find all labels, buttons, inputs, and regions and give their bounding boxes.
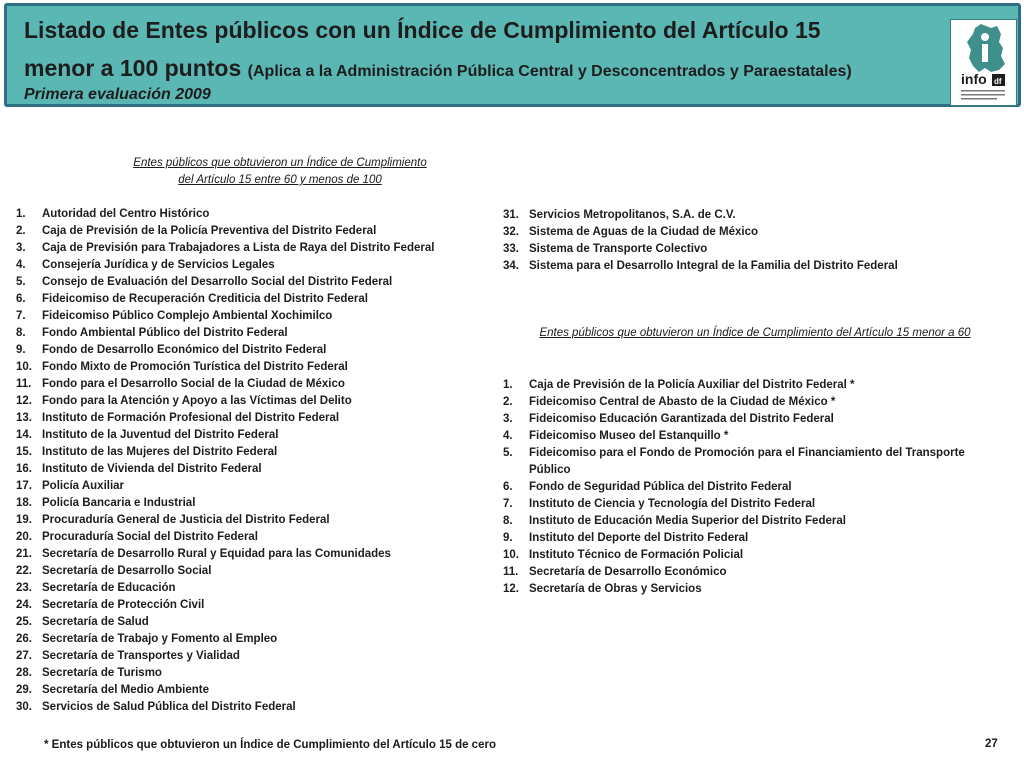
list-item-text: Servicios de Salud Pública del Distrito Federal [42, 701, 296, 713]
list-item [16, 529, 496, 546]
list-60-100-continued [503, 207, 1003, 275]
list-item [16, 274, 496, 291]
section-heading-under-60: Entes públicos que obtuvieron un Índice de Cumplimiento del Artículo 15 menor a 60 [539, 327, 971, 339]
list-item-number: 1. [16, 208, 26, 220]
list-item [503, 479, 1003, 496]
list-item [16, 240, 496, 257]
list-item-number: 11. [16, 378, 32, 390]
page-title-line2 [24, 54, 944, 86]
page-number: 27 [985, 738, 998, 750]
list-item-number: 31. [503, 209, 519, 221]
list-item-text: Fideicomiso Educación Garantizada del Distrito Federal [529, 413, 834, 425]
list-item [503, 411, 1003, 428]
list-item [503, 547, 1003, 564]
list-item-text: Instituto de Educación Media Superior del Distrito Federal [529, 515, 846, 527]
list-item-text: Secretaría de Desarrollo Rural y Equidad para las Comunidades [42, 548, 391, 560]
list-item-text: Sistema para el Desarrollo Integral de la Familia del Distrito Federal [529, 260, 898, 272]
list-item-number: 10. [16, 361, 32, 373]
list-item-text: Fideicomiso de Recuperación Crediticia del Distrito Federal [42, 293, 368, 305]
list-item [503, 445, 1003, 479]
list-item-number: 29. [16, 684, 32, 696]
list-item-number: 5. [16, 276, 26, 288]
list-item-number: 11. [503, 566, 519, 578]
section-heading-60-100 [40, 155, 520, 189]
list-item-number: 9. [16, 344, 26, 356]
section-heading-60-100-line2: del Artículo 15 entre 60 y menos de 100 [178, 174, 382, 186]
list-item-number: 23. [16, 582, 32, 594]
list-item-text: Secretaría de Protección Civil [42, 599, 205, 611]
list-item [16, 495, 496, 512]
list-item-number: 9. [503, 532, 513, 544]
list-item-text: Fideicomiso Central de Abasto de la Ciudad de México * [529, 396, 836, 408]
list-item-text: Procuraduría General de Justicia del Distrito Federal [42, 514, 330, 526]
list-item-text: Secretaría del Medio Ambiente [42, 684, 210, 696]
list-item-text: Secretaría de Educación [42, 582, 176, 594]
list-item-number: 18. [16, 497, 32, 509]
list-item-text: Fondo Ambiental Público del Distrito Federal [42, 327, 288, 339]
list-item-text: Secretaría de Desarrollo Económico [529, 566, 727, 578]
list-item [16, 291, 496, 308]
list-item [16, 563, 496, 580]
list-item [503, 394, 1003, 411]
list-60-100 [16, 206, 496, 716]
list-item-text: Secretaría de Transportes y Vialidad [42, 650, 240, 662]
list-item-text: Instituto Técnico de Formación Policial [529, 549, 744, 561]
list-item-number: 19. [16, 514, 32, 526]
list-item-text: Servicios Metropolitanos, S.A. de C.V. [529, 209, 736, 221]
list-item-number: 3. [503, 413, 513, 425]
list-item [503, 530, 1003, 547]
list-item-number: 24. [16, 599, 32, 611]
list-item-text: Secretaría de Trabajo y Fomento al Empleo [42, 633, 278, 645]
list-item-text: Instituto del Deporte del Distrito Federal [529, 532, 749, 544]
list-item [16, 512, 496, 529]
list-item-number: 10. [503, 549, 519, 561]
list-item-text: Instituto de la Juventud del Distrito Federal [42, 429, 279, 441]
list-item-text: Consejería Jurídica y de Servicios Legales [42, 259, 275, 271]
list-item-text: Sistema de Aguas de la Ciudad de México [529, 226, 759, 238]
list-item-number: 22. [16, 565, 32, 577]
list-item [16, 631, 496, 648]
list-item [16, 393, 496, 410]
list-item-number: 17. [16, 480, 32, 492]
list-item-number: 16. [16, 463, 32, 475]
list-item-number: 32. [503, 226, 519, 238]
list-item-number: 15. [16, 446, 32, 458]
list-item [503, 258, 1003, 275]
list-item-text: Fondo para la Atención y Apoyo a las Víctimas del Delito [42, 395, 352, 407]
list-item [16, 427, 496, 444]
list-item-text: Fondo para el Desarrollo Social de la Ciudad de México [42, 378, 345, 390]
logo-wordmark: info [961, 71, 987, 87]
list-item-number: 30. [16, 701, 32, 713]
list-item [503, 564, 1003, 581]
list-item-number: 7. [503, 498, 513, 510]
list-item-text: Instituto de Vivienda del Distrito Federal [42, 463, 262, 475]
list-item-number: 4. [16, 259, 26, 271]
list-item-text: Fondo de Desarrollo Económico del Distrito Federal [42, 344, 327, 356]
list-item-number: 34. [503, 260, 519, 272]
list-item [16, 597, 496, 614]
list-item-number: 12. [503, 583, 519, 595]
list-item [16, 682, 496, 699]
list-item-text: Secretaría de Desarrollo Social [42, 565, 212, 577]
list-item-text: Caja de Previsión de la Policía Auxiliar del Distrito Federal * [529, 379, 855, 391]
infodf-logo [950, 19, 1017, 106]
list-item-number: 14. [16, 429, 32, 441]
page-title-main: menor a 100 puntos [24, 55, 242, 81]
list-item-number: 1. [503, 379, 513, 391]
list-item-number: 7. [16, 310, 26, 322]
list-item [16, 359, 496, 376]
list-item-text: Fideicomiso para el Fondo de Promoción para el Financiamiento del Transporte Público [529, 447, 965, 476]
list-item-text: Consejo de Evaluación del Desarrollo Social del Distrito Federal [42, 276, 393, 288]
list-item [16, 223, 496, 240]
list-item-number: 20. [16, 531, 32, 543]
page-title-scope: (Aplica a la Administración Pública Central y Desconcentrados y Paraestatales) [247, 63, 852, 80]
list-item-number: 6. [16, 293, 26, 305]
list-item [503, 581, 1003, 598]
list-item [503, 377, 1003, 394]
list-item-number: 5. [503, 447, 513, 459]
list-item-number: 3. [16, 242, 26, 254]
list-item-number: 25. [16, 616, 32, 628]
logo-suffix: df [994, 77, 1002, 86]
list-item-text: Instituto de Formación Profesional del Distrito Federal [42, 412, 340, 424]
list-item-number: 26. [16, 633, 32, 645]
list-item [16, 699, 496, 716]
header-banner [4, 3, 1021, 107]
list-item [503, 224, 1003, 241]
list-item-text: Policía Auxiliar [42, 480, 125, 492]
list-item-text: Policía Bancaria e Industrial [42, 497, 196, 509]
list-item [16, 665, 496, 682]
list-item-number: 21. [16, 548, 32, 560]
list-item [503, 496, 1003, 513]
list-item-text: Secretaría de Obras y Servicios [529, 583, 702, 595]
list-item-number: 2. [16, 225, 26, 237]
list-item [16, 257, 496, 274]
list-item [16, 461, 496, 478]
list-item-number: 33. [503, 243, 519, 255]
list-item-text: Fideicomiso Público Complejo Ambiental Xochimilco [42, 310, 333, 322]
list-under-60 [503, 377, 1003, 598]
list-item [16, 444, 496, 461]
footnote: * Entes públicos que obtuvieron un Índice de Cumplimiento del Artículo 15 de cero [44, 739, 496, 751]
page-subtitle: Primera evaluación 2009 [24, 86, 211, 103]
list-item-text: Secretaría de Salud [42, 616, 149, 628]
list-item [16, 376, 496, 393]
list-item-text: Procuraduría Social del Distrito Federal [42, 531, 259, 543]
mexico-city-map-icon [951, 20, 1016, 105]
list-item-text: Secretaría de Turismo [42, 667, 162, 679]
list-item [503, 207, 1003, 224]
list-item-number: 28. [16, 667, 32, 679]
list-item-number: 13. [16, 412, 32, 424]
list-item [16, 410, 496, 427]
list-item-text: Caja de Previsión para Trabajadores a Lista de Raya del Distrito Federal [42, 242, 435, 254]
list-item-text: Autoridad del Centro Histórico [42, 208, 210, 220]
list-item [503, 428, 1003, 445]
list-item-text: Instituto de las Mujeres del Distrito Federal [42, 446, 278, 458]
list-item [16, 648, 496, 665]
list-item-number: 8. [16, 327, 26, 339]
list-item [16, 342, 496, 359]
list-item [16, 206, 496, 223]
list-item [16, 325, 496, 342]
list-item-number: 12. [16, 395, 32, 407]
list-item [16, 546, 496, 563]
list-item-text: Fideicomiso Museo del Estanquillo * [529, 430, 729, 442]
list-item-text: Sistema de Transporte Colectivo [529, 243, 708, 255]
list-item [503, 241, 1003, 258]
list-item [16, 478, 496, 495]
page-title-line1: Listado de Entes públicos con un Índice de Cumplimiento del Artículo 15 [24, 17, 821, 43]
list-item [16, 308, 496, 325]
list-item-number: 8. [503, 515, 513, 527]
list-item [16, 580, 496, 597]
list-item-text: Instituto de Ciencia y Tecnología del Distrito Federal [529, 498, 816, 510]
section-heading-60-100-line1: Entes públicos que obtuvieron un Índice de Cumplimiento [133, 157, 427, 169]
list-item-text: Caja de Previsión de la Policía Preventiva del Distrito Federal [42, 225, 377, 237]
list-item-number: 6. [503, 481, 513, 493]
list-item-text: Fondo de Seguridad Pública del Distrito Federal [529, 481, 792, 493]
list-item-number: 27. [16, 650, 32, 662]
list-item-number: 2. [503, 396, 513, 408]
list-item [503, 513, 1003, 530]
list-item-text: Fondo Mixto de Promoción Turística del Distrito Federal [42, 361, 348, 373]
list-item [16, 614, 496, 631]
list-item-number: 4. [503, 430, 513, 442]
